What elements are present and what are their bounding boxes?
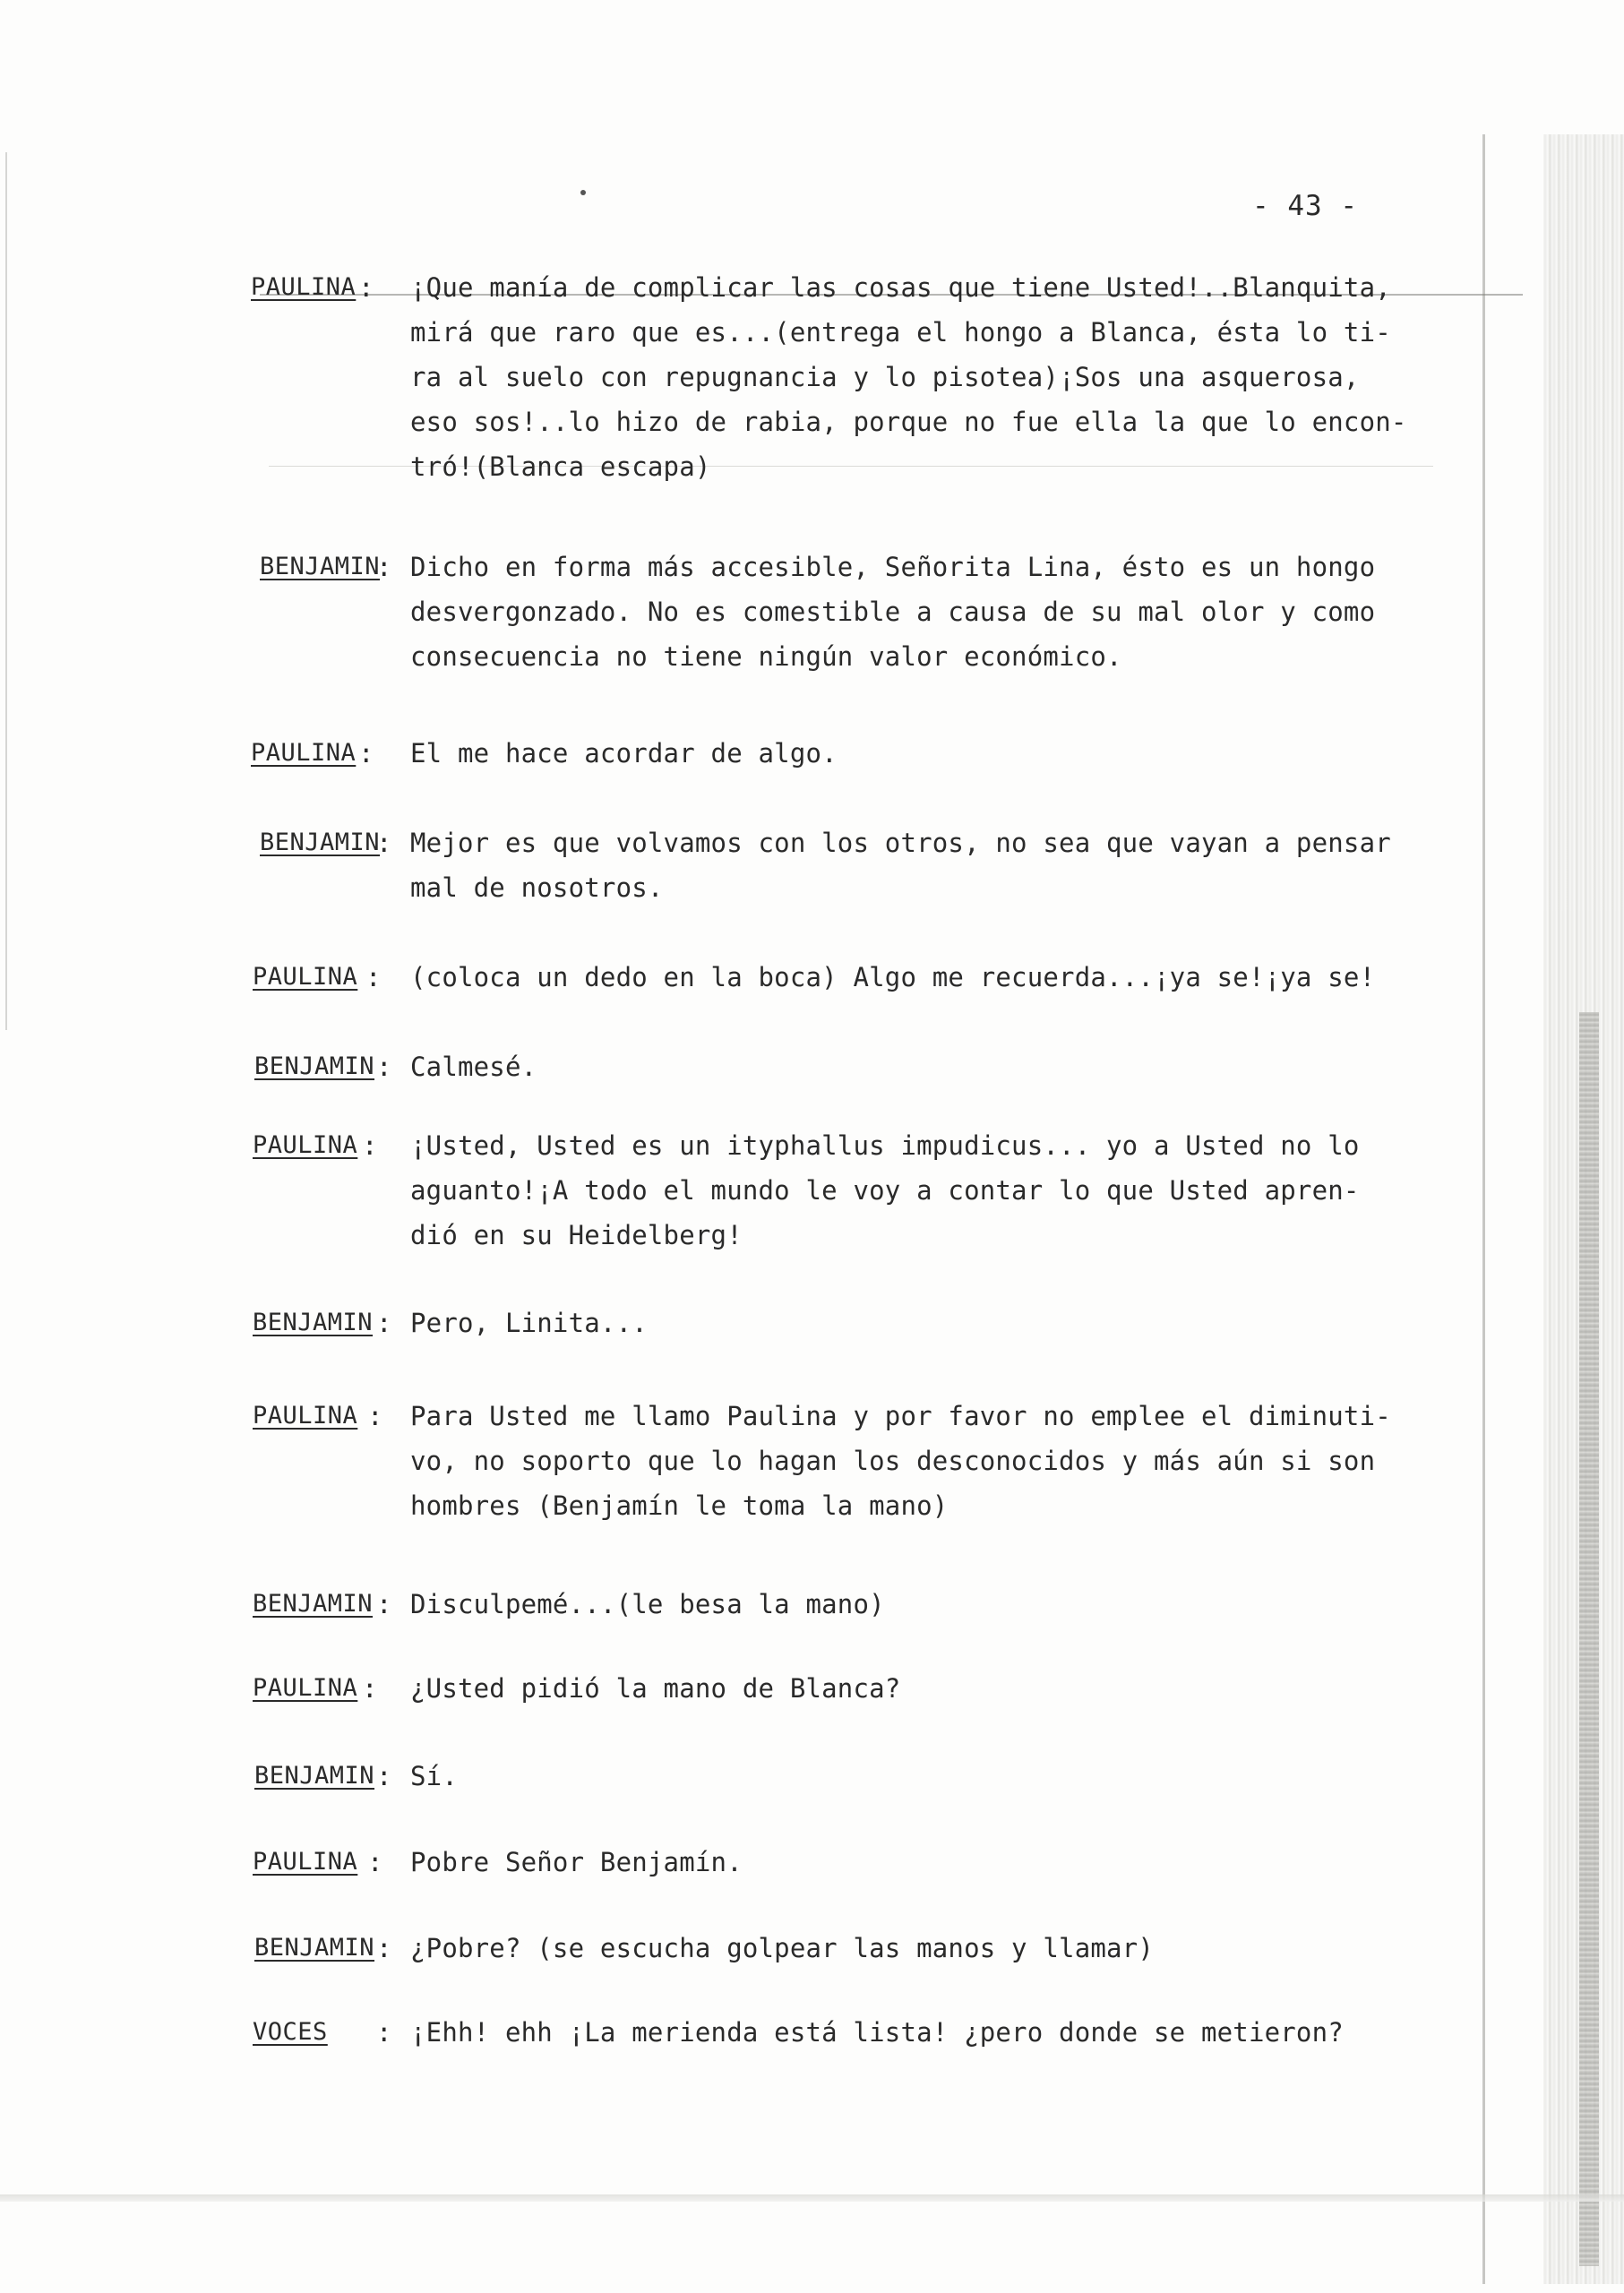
dialogue-line: hombres (Benjamín le toma la mano) (410, 1490, 949, 1521)
speaker-separator: : (362, 1130, 378, 1161)
dialogue-line: (coloca un dedo en la boca) Algo me recuerda...¡ya se!¡ya se! (410, 962, 1376, 992)
speaker-separator: : (376, 1052, 392, 1082)
speaker-label: PAULINA (253, 963, 358, 991)
dialogue-line: Sí. (410, 1761, 458, 1791)
speaker-label: PAULINA (253, 1402, 358, 1430)
dialogue-line: ¿Usted pidió la mano de Blanca? (410, 1673, 901, 1704)
scan-left-edge (5, 152, 7, 1030)
speaker-separator: : (358, 738, 374, 769)
dialogue-line: Mejor es que volvamos con los otros, no sea que vayan a pensar (410, 828, 1391, 858)
dialogue-line: mirá que raro que es...(entrega el hongo a Blanca, ésta lo ti- (410, 317, 1391, 348)
scan-vertical-line (1482, 134, 1485, 2284)
dialogue-line: Calmesé. (410, 1052, 537, 1082)
dialogue-line: vo, no soporto que lo hagan los desconocidos y más aún si son (410, 1446, 1376, 1476)
dialogue-line: ¡Ehh! ehh ¡La merienda está lista! ¿pero donde se metieron? (410, 2017, 1344, 2048)
speaker-label: BENJAMIN (254, 1934, 375, 1962)
dialogue-line: aguanto!¡A todo el mundo le voy a contar lo que Usted apren- (410, 1175, 1360, 1206)
dialogue-line: ra al suelo con repugnancia y lo pisotea)¡Sos una asquerosa, (410, 362, 1360, 392)
dialogue-line: consecuencia no tiene ningún valor económico. (410, 641, 1122, 672)
speaker-separator: : (376, 2017, 392, 2048)
dialogue-line: tró!(Blanca escapa) (410, 451, 711, 482)
speaker-separator: : (376, 1933, 392, 1963)
dialogue-line: Disculpemé...(le besa la mano) (410, 1589, 885, 1619)
speaker-separator: : (367, 1401, 383, 1431)
dialogue-line: dió en su Heidelberg! (410, 1220, 743, 1250)
speaker-separator: : (376, 828, 392, 858)
dialogue-line: ¡Usted, Usted es un ityphallus impudicus... yo a Usted no lo (410, 1130, 1360, 1161)
speaker-label: PAULINA (253, 1848, 358, 1876)
dialogue-line: Dicho en forma más accesible, Señorita Lina, ésto es un hongo (410, 552, 1376, 582)
speaker-separator: : (358, 272, 374, 303)
dialogue-line: Pobre Señor Benjamín. (410, 1847, 743, 1877)
dialogue-line: desvergonzado. No es comestible a causa de su mal olor y como (410, 597, 1376, 627)
speaker-separator: : (367, 1847, 383, 1877)
speaker-label: VOCES (253, 2018, 328, 2046)
dialogue-line: eso sos!..lo hizo de rabia, porque no fue ella la que lo encon- (410, 407, 1407, 437)
dialogue-line: El me hace acordar de algo. (410, 738, 838, 769)
speaker-label: PAULINA (253, 1131, 358, 1159)
speaker-label: PAULINA (251, 273, 357, 301)
speaker-separator: : (362, 1673, 378, 1704)
speaker-label: BENJAMIN (253, 1309, 374, 1336)
speaker-label: BENJAMIN (260, 829, 381, 856)
page-number: - 43 - (1252, 190, 1358, 222)
speaker-label: PAULINA (253, 1674, 358, 1702)
speaker-separator: : (376, 1308, 392, 1338)
speaker-label: BENJAMIN (253, 1590, 374, 1618)
scan-bottom-edge (0, 2194, 1624, 2202)
speaker-label: BENJAMIN (260, 553, 381, 580)
speaker-label: BENJAMIN (254, 1052, 375, 1080)
speaker-separator: : (376, 552, 392, 582)
dialogue-line: mal de nosotros. (410, 872, 664, 903)
dialogue-line: Pero, Linita... (410, 1308, 648, 1338)
dialogue-line: ¡Que manía de complicar las cosas que tiene Usted!..Blanquita, (410, 272, 1391, 303)
scan-edge-right (1543, 134, 1624, 2284)
speaker-label: BENJAMIN (254, 1762, 375, 1790)
speaker-label: PAULINA (251, 739, 357, 767)
dialogue-line: ¿Pobre? (se escucha golpear las manos y llamar) (410, 1933, 1154, 1963)
scan-speck (580, 190, 586, 195)
dialogue-line: Para Usted me llamo Paulina y por favor no emplee el diminuti- (410, 1401, 1391, 1431)
speaker-separator: : (376, 1761, 392, 1791)
speaker-separator: : (365, 962, 382, 992)
speaker-separator: : (376, 1589, 392, 1619)
